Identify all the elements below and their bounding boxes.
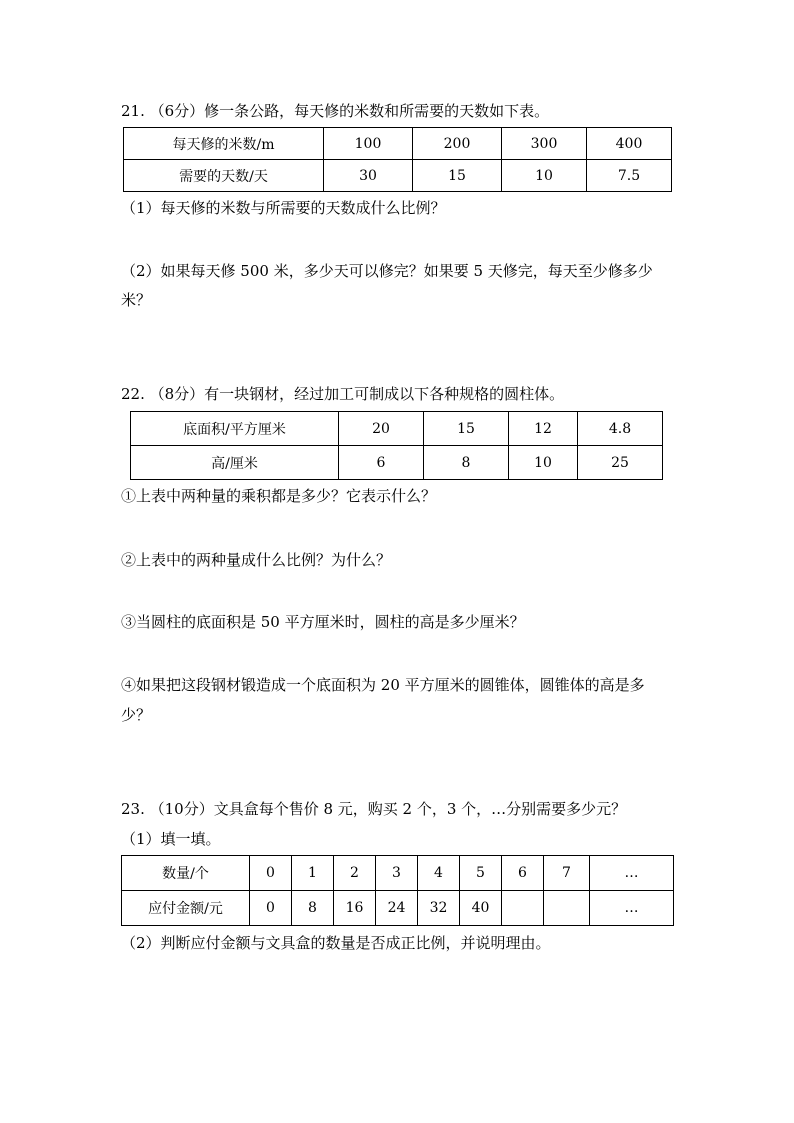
table-cell: 300	[502, 128, 587, 160]
q23-table	[121, 855, 674, 926]
q21-table	[123, 127, 672, 192]
table-cell: 7	[544, 856, 590, 891]
q22-sub4-line2: 少？	[121, 706, 152, 724]
table-cell: 4.8	[578, 412, 663, 446]
table-cell: 高/厘米	[131, 446, 339, 480]
table-row	[124, 128, 672, 160]
table-cell: 30	[324, 160, 413, 192]
table-cell: 6	[502, 856, 544, 891]
table-cell: 40	[460, 891, 502, 926]
q21-sub2-line1: （2）如果每天修 500 米，多少天可以修完？如果要 5 天修完，每天至少修多少	[121, 262, 653, 280]
table-row	[124, 160, 672, 192]
table-cell: 16	[334, 891, 376, 926]
q22-sub4-line1: ④如果把这段钢材锻造成一个底面积为 20 平方厘米的圆锥体，圆锥体的高是多	[121, 676, 645, 694]
table-cell: 25	[578, 446, 663, 480]
table-cell: 2	[334, 856, 376, 891]
table-cell: 应付金额/元	[122, 891, 250, 926]
table-cell: 0	[250, 891, 292, 926]
table-cell: 200	[413, 128, 502, 160]
table-cell: 400	[587, 128, 672, 160]
table-cell: 8	[424, 446, 509, 480]
q22-table	[130, 411, 663, 480]
table-cell: 15	[424, 412, 509, 446]
q22-sub3: ③当圆柱的底面积是 50 平方厘米时，圆柱的高是多少厘米？	[121, 613, 525, 631]
table-cell: 24	[376, 891, 418, 926]
q22-title: 22. （8分）有一块钢材，经过加工可制成以下各种规格的圆柱体。	[121, 385, 565, 403]
table-row	[122, 856, 674, 891]
table-cell-blank[interactable]	[544, 891, 590, 926]
table-cell: 需要的天数/天	[124, 160, 324, 192]
table-cell: 底面积/平方厘米	[131, 412, 339, 446]
table-cell: 6	[339, 446, 424, 480]
q21-title: 21. （6分）修一条公路，每天修的米数和所需要的天数如下表。	[121, 102, 550, 120]
table-cell: …	[590, 891, 674, 926]
table-cell: 7.5	[587, 160, 672, 192]
q21-sub1: （1）每天修的米数与所需要的天数成什么比例？	[121, 199, 446, 217]
q22-sub2: ②上表中的两种量成什么比例？为什么？	[121, 551, 392, 569]
table-cell: 3	[376, 856, 418, 891]
table-cell: 15	[413, 160, 502, 192]
table-cell: …	[590, 856, 674, 891]
table-cell: 10	[502, 160, 587, 192]
table-cell: 32	[418, 891, 460, 926]
table-cell: 8	[292, 891, 334, 926]
table-cell: 5	[460, 856, 502, 891]
table-cell: 20	[339, 412, 424, 446]
table-cell: 数量/个	[122, 856, 250, 891]
q21-sub2-line2: 米？	[121, 291, 152, 309]
table-cell: 0	[250, 856, 292, 891]
table-cell: 10	[509, 446, 578, 480]
q23-sub1: （1）填一填。	[121, 830, 221, 848]
table-cell: 4	[418, 856, 460, 891]
q22-sub1: ①上表中两种量的乘积都是多少？它表示什么？	[121, 487, 437, 505]
table-cell: 1	[292, 856, 334, 891]
q23-sub2: （2）判断应付金额与文具盒的数量是否成正比例，并说明理由。	[121, 934, 551, 952]
table-row	[131, 412, 663, 446]
table-row	[131, 446, 663, 480]
table-cell: 100	[324, 128, 413, 160]
table-cell: 每天修的米数/m	[124, 128, 324, 160]
q23-title: 23. （10分）文具盒每个售价 8 元，购买 2 个，3 个，…分别需要多少元？	[121, 800, 627, 818]
table-cell-blank[interactable]	[502, 891, 544, 926]
table-cell: 12	[509, 412, 578, 446]
table-row	[122, 891, 674, 926]
